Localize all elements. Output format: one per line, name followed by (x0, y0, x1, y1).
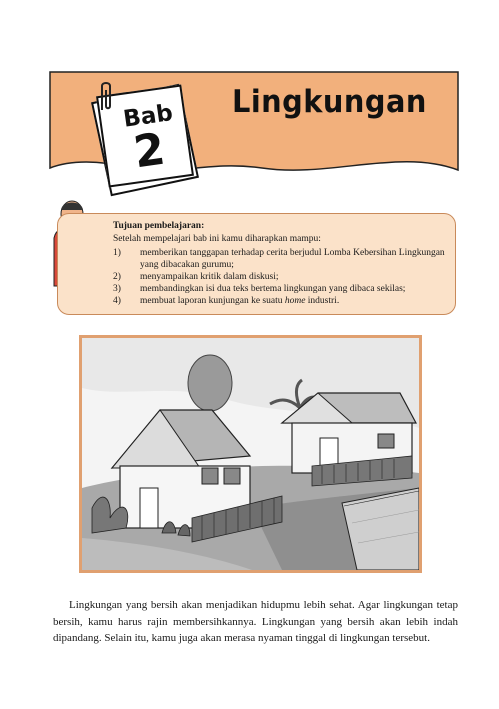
objectives-list (113, 248, 449, 308)
houses-scene (82, 338, 419, 570)
chapter-label: Bab (121, 100, 175, 133)
objective-item: 4) membuat laporan kunjungan ke suatu home industri. (113, 295, 340, 306)
chapter-number: 2 (130, 123, 169, 179)
objectives-intro: Setelah mempelajari bab ini kamu diharapkan mampu: (113, 234, 321, 244)
chapter-banner (0, 0, 499, 200)
objectives-heading: Tujuan pembelajaran: (113, 221, 205, 231)
objective-item: 2) menyampaikan kritik dalam diskusi; (113, 271, 279, 282)
body-paragraph: Lingkungan yang bersih akan menjadikan hidupmu lebih sehat. Agar lingkungan tetap bersih, kamu harus rajin membersihkannya. Lingkungan yang bersih akan lebih indah dipandang. Selain itu, kamu juga akan merasa nyaman tinggal di lingkungan tersebut. (53, 599, 458, 644)
objective-item: 3) membandingkan isi dua teks bertema lingkungan yang dibaca sekilas; (113, 283, 406, 294)
objectives-box (57, 213, 456, 315)
chapter-card (96, 86, 192, 188)
chapter-title: Lingkungan (232, 84, 427, 120)
paper-clip-icon (96, 80, 118, 114)
neighborhood-illustration (79, 335, 422, 573)
objective-item: 1) memberikan tanggapan terhadap cerita berjudul Lomba Kebersihan Lingkungan yang dibacakan gurumu; (113, 248, 445, 270)
